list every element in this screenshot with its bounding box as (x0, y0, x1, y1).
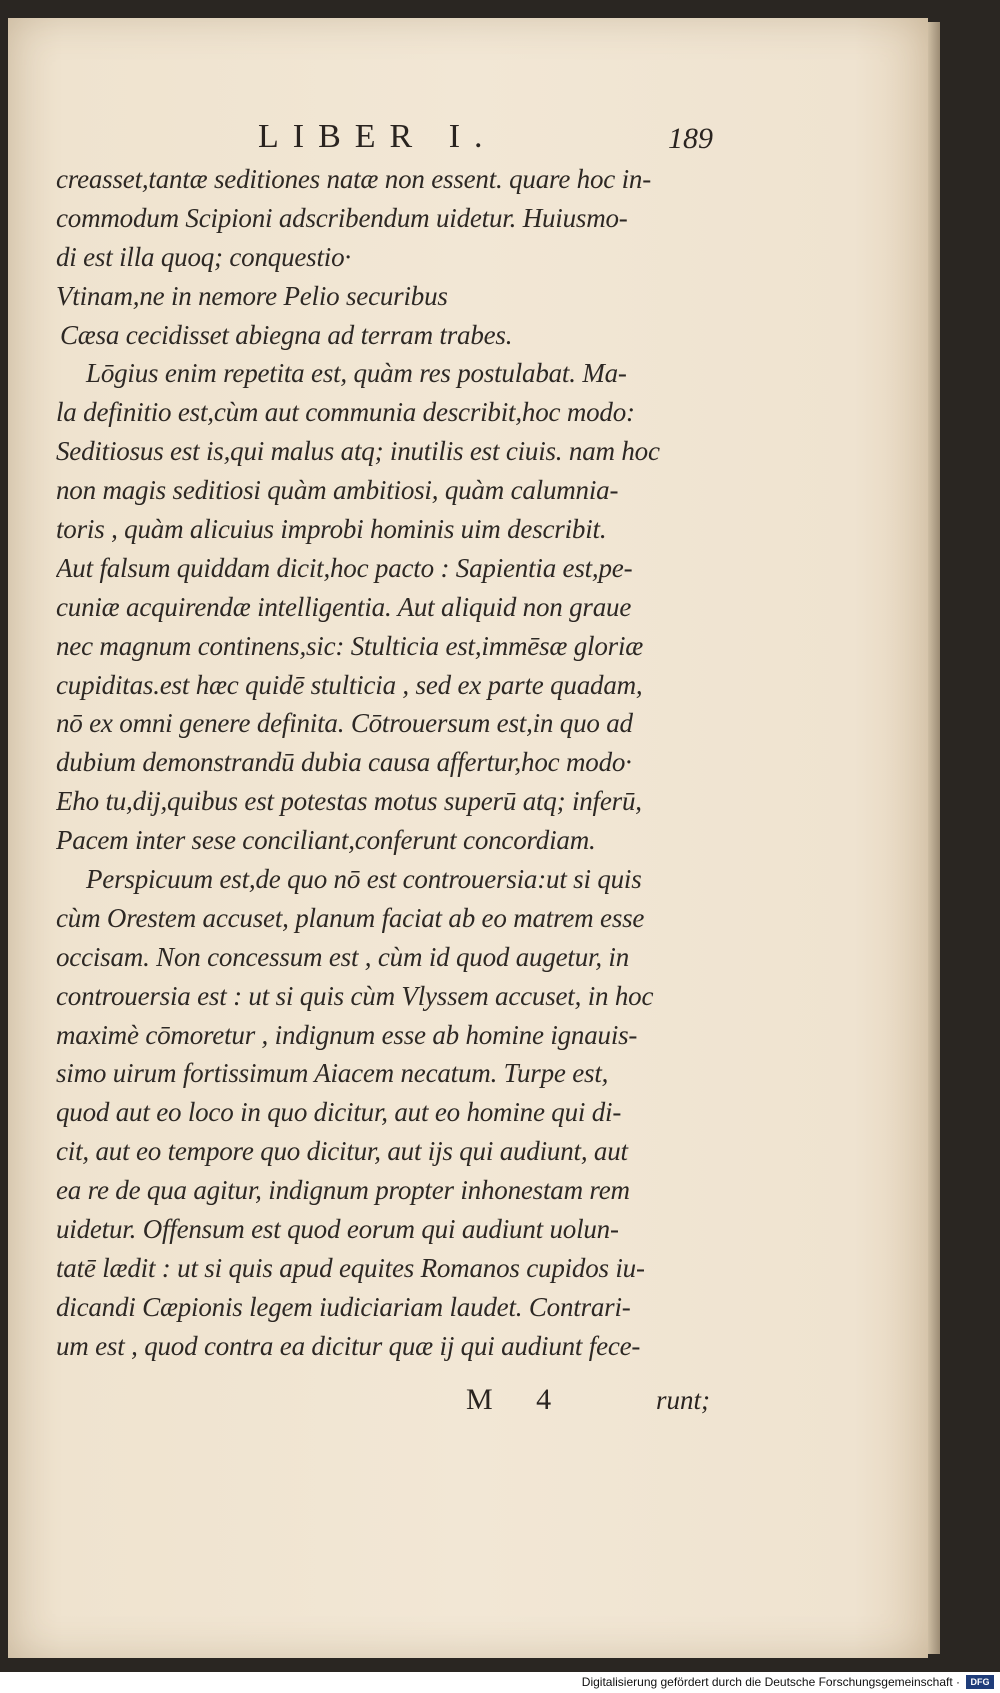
page-edge (928, 22, 940, 1654)
text-line: creasset,tantæ seditiones natæ non essent. quare hoc in- (56, 164, 651, 194)
funding-credit: Digitalisierung gefördert durch die Deutsche Forschungsgemeinschaft · (581, 1675, 960, 1689)
text-line: tatē lædit : ut si quis apud equites Romanos cupidos iu- (56, 1252, 645, 1283)
verse-line: Cæsa cecidisset abiegna ad terram trabes. (60, 319, 513, 350)
text-line: Aut falsum quiddam dicit,hoc pacto : Sapientia est,pe- (56, 552, 633, 583)
paragraph-start-line: Perspicuum est,de quo nō est controuersia:ut si quis (86, 864, 642, 895)
text-line: la definitio est,cùm aut communia describit,hoc modo: (56, 397, 635, 428)
signature-mark: M 4 (466, 1383, 570, 1416)
verse-line: Vtinam,ne in nemore Pelio securibus (56, 280, 448, 311)
text-line: dubium demonstrandū dubia causa affertur,hoc modo· (56, 747, 632, 778)
folio-number: 189 (668, 122, 713, 155)
text-line: nec magnum continens,sic: Stulticia est,immēsæ gloriæ (56, 630, 644, 661)
dfg-logo-icon: DFG (966, 1675, 994, 1689)
book-page (8, 18, 928, 1658)
text-line: cit, aut eo tempore quo dicitur, aut ijs qui audiunt, aut (56, 1136, 628, 1167)
text-line: quod aut eo loco in quo dicitur, aut eo homine qui di- (56, 1097, 622, 1128)
text-line: dicandi Cæpionis legem iudiciariam laudet. Contrari- (56, 1291, 631, 1322)
text-line: occisam. Non concessum est , cùm id quod augetur, in (56, 941, 630, 972)
page-footer (8, 1383, 928, 1433)
running-title: LIBER I. (258, 118, 497, 155)
text-block (56, 160, 724, 1366)
paragraph-start-line: Lōgius enim repetita est, quàm res postulabat. Ma- (86, 358, 627, 389)
catchword: runt; (656, 1385, 710, 1415)
text-line: maximè cōmoretur , indignum esse ab homine ignauis- (56, 1019, 638, 1050)
text-line: nō ex omni genere definita. Cōtrouersum est,in quo ad (56, 708, 633, 739)
text-line: cuniæ acquirendæ intelligentia. Aut aliquid non graue (56, 591, 632, 622)
text-line: controuersia est : ut si quis cùm Vlyssem accuset, in hoc (56, 980, 654, 1011)
verse-line: Eho tu,dij,quibus est potestas motus superū atq; inferū, (56, 786, 642, 817)
text-line: commodum Scipioni adscribendum uidetur. Huiusmo- (56, 202, 628, 233)
text-line: ea re de qua agitur, indignum propter inhonestam rem (56, 1175, 630, 1206)
text-line: non magis seditiosi quàm ambitiosi, quàm calumnia- (56, 475, 619, 506)
text-line: simo uirum fortissimum Aiacem necatum. Turpe est, (56, 1058, 609, 1089)
credit-bar (0, 1672, 1000, 1693)
text-line: uidetur. Offensum est quod eorum qui audiunt uolun- (56, 1214, 619, 1245)
text-line: di est illa quoq; conquestio· (56, 241, 351, 272)
verse-line: Pacem inter sese conciliant,conferunt concordiam. (56, 825, 596, 856)
text-line: cupiditas.est hæc quidē stulticia , sed ex parte quadam, (56, 669, 643, 700)
text-line: Seditiosus est is,qui malus atq; inutilis est ciuis. nam hoc (56, 436, 660, 467)
text-line: um est , quod contra ea dicitur quæ ij qui audiunt fece- (56, 1330, 641, 1361)
text-line: cùm Orestem accuset, planum faciat ab eo matrem esse (56, 902, 645, 933)
text-line: toris , quàm alicuius improbi hominis uim describit. (56, 514, 607, 545)
